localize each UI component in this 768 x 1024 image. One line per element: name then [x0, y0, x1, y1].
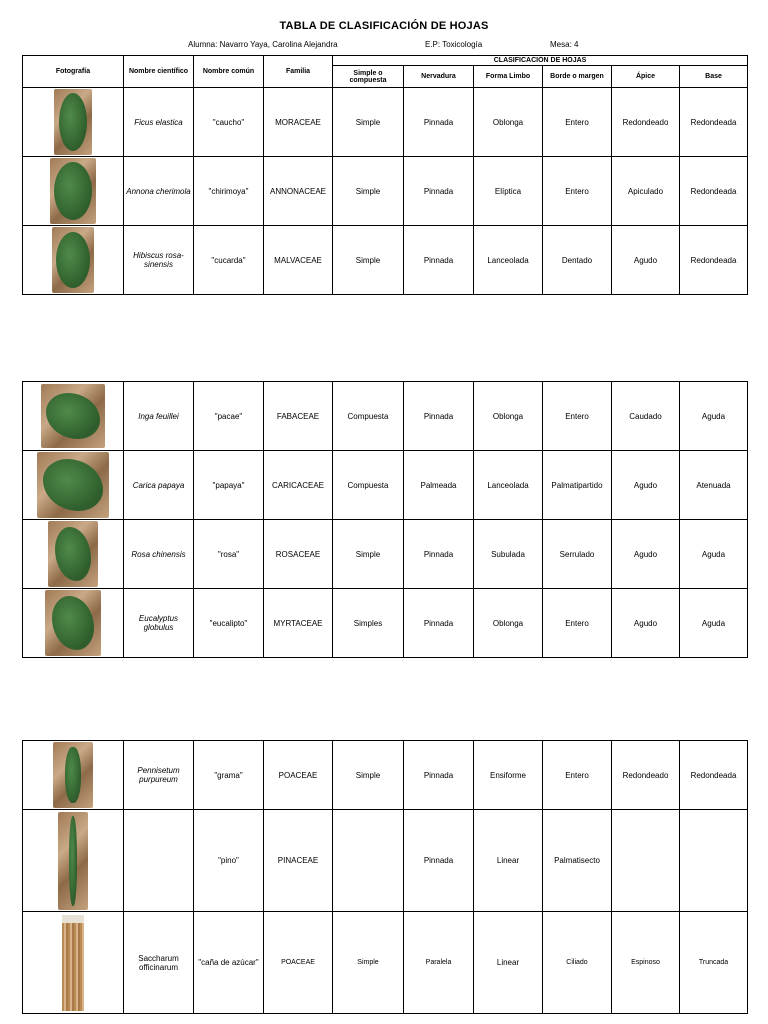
- scientific-name: Eucalyptus globulus: [124, 589, 194, 658]
- table-row: [23, 589, 748, 658]
- common-name: "grama": [194, 741, 264, 810]
- family: CARICACEAE: [264, 451, 333, 520]
- venation: Pinnada: [404, 520, 474, 589]
- base: Redondeada: [680, 157, 748, 226]
- apex: [612, 810, 680, 912]
- base: Redondeada: [680, 226, 748, 295]
- scientific-name: Pennisetum purpureum: [124, 741, 194, 810]
- table-row: [23, 741, 748, 810]
- simple-compound: Simple: [333, 912, 404, 1014]
- family: MYRTACEAE: [264, 589, 333, 658]
- leaf-photo-inga: [23, 382, 124, 451]
- base: Aguda: [680, 589, 748, 658]
- classification-table-1: [22, 55, 748, 295]
- blade-shape: Elíptica: [474, 157, 543, 226]
- simple-compound: Simple: [333, 157, 404, 226]
- base: [680, 810, 748, 912]
- common-name: "caucho": [194, 88, 264, 157]
- simple-compound: [333, 810, 404, 912]
- leaf-photo-rosa: [23, 520, 124, 589]
- table-row: [23, 451, 748, 520]
- apex: Agudo: [612, 589, 680, 658]
- apex: Espinoso: [612, 912, 680, 1014]
- venation: Pinnada: [404, 88, 474, 157]
- table-row: [23, 382, 748, 451]
- apex: Apiculado: [612, 157, 680, 226]
- leaf-photo-papaya: [23, 451, 124, 520]
- venation: Pinnada: [404, 157, 474, 226]
- leaf-photo-saccharum: [23, 912, 124, 1014]
- common-name: "papaya": [194, 451, 264, 520]
- blade-shape: Lanceolada: [474, 226, 543, 295]
- blade-shape: Oblonga: [474, 589, 543, 658]
- venation: Pinnada: [404, 226, 474, 295]
- simple-compound: Compuesta: [333, 382, 404, 451]
- table-row: [23, 88, 748, 157]
- classification-table-2: [22, 381, 748, 658]
- header-blade-shape: Forma Limbo: [474, 66, 543, 88]
- common-name: "rosa": [194, 520, 264, 589]
- simple-compound: Compuesta: [333, 451, 404, 520]
- apex: Agudo: [612, 520, 680, 589]
- header-classification-group: CLASIFICACIÓN DE HOJAS: [333, 56, 748, 66]
- family: FABACEAE: [264, 382, 333, 451]
- leaf-photo-ficus: [23, 88, 124, 157]
- margin: Dentado: [543, 226, 612, 295]
- margin: Entero: [543, 157, 612, 226]
- apex: Redondeado: [612, 741, 680, 810]
- simple-compound: Simple: [333, 741, 404, 810]
- base: Redondeada: [680, 88, 748, 157]
- scientific-name: Inga feuillei: [124, 382, 194, 451]
- family: POACEAE: [264, 741, 333, 810]
- blade-shape: Subulada: [474, 520, 543, 589]
- blade-shape: Oblonga: [474, 382, 543, 451]
- base: Redondeada: [680, 741, 748, 810]
- header-apex: Ápice: [612, 66, 680, 88]
- apex: Redondeado: [612, 88, 680, 157]
- classification-table-3: [22, 740, 748, 1014]
- margin: Palmatipartido: [543, 451, 612, 520]
- table-row: [23, 912, 748, 1014]
- simple-compound: Simple: [333, 88, 404, 157]
- blade-shape: Oblonga: [474, 88, 543, 157]
- scientific-name: [124, 810, 194, 912]
- base: Aguda: [680, 382, 748, 451]
- header-photo: Fotografía: [23, 56, 124, 88]
- simple-compound: Simples: [333, 589, 404, 658]
- margin: Entero: [543, 88, 612, 157]
- scientific-name: Annona cherimola: [124, 157, 194, 226]
- header-common-name: Nombre común: [194, 56, 264, 88]
- common-name: "chirimoya": [194, 157, 264, 226]
- table-row: [23, 810, 748, 912]
- base: Aguda: [680, 520, 748, 589]
- leaf-photo-hibiscus: [23, 226, 124, 295]
- venation: Paralela: [404, 912, 474, 1014]
- scientific-name: Hibiscus rosa-sinensis: [124, 226, 194, 295]
- student-name: Alumna: Navarro Yaya, Carolina Alejandra: [188, 40, 338, 49]
- family: ROSACEAE: [264, 520, 333, 589]
- margin: Entero: [543, 382, 612, 451]
- simple-compound: Simple: [333, 520, 404, 589]
- leaf-photo-pino: [23, 810, 124, 912]
- scientific-name: Carica papaya: [124, 451, 194, 520]
- family: MORACEAE: [264, 88, 333, 157]
- common-name: "pino": [194, 810, 264, 912]
- family: POACEAE: [264, 912, 333, 1014]
- header-simple-compound: Simple o compuesta: [333, 66, 404, 88]
- apex: Caudado: [612, 382, 680, 451]
- apex: Agudo: [612, 226, 680, 295]
- apex: Agudo: [612, 451, 680, 520]
- venation: Pinnada: [404, 382, 474, 451]
- simple-compound: Simple: [333, 226, 404, 295]
- margin: Entero: [543, 741, 612, 810]
- table-row: [23, 157, 748, 226]
- scientific-name: Ficus elastica: [124, 88, 194, 157]
- blade-shape: Ensiforme: [474, 741, 543, 810]
- base: Truncada: [680, 912, 748, 1014]
- blade-shape: Lanceolada: [474, 451, 543, 520]
- base: Atenuada: [680, 451, 748, 520]
- blade-shape: Linear: [474, 810, 543, 912]
- table-number: Mesa: 4: [550, 40, 579, 49]
- margin: Serrulado: [543, 520, 612, 589]
- venation: Palmeada: [404, 451, 474, 520]
- common-name: "cucarda": [194, 226, 264, 295]
- scientific-name: Rosa chinensis: [124, 520, 194, 589]
- margin: Ciliado: [543, 912, 612, 1014]
- document-title: TABLA DE CLASIFICACIÓN DE HOJAS: [279, 20, 489, 32]
- margin: Palmatisecto: [543, 810, 612, 912]
- course-name: E.P: Toxicología: [425, 40, 483, 49]
- scientific-name: Saccharum officinarum: [124, 912, 194, 1014]
- venation: Pinnada: [404, 589, 474, 658]
- header-venation: Nervadura: [404, 66, 474, 88]
- venation: Pinnada: [404, 810, 474, 912]
- family: PINACEAE: [264, 810, 333, 912]
- header-scientific-name: Nombre científico: [124, 56, 194, 88]
- header-family: Familia: [264, 56, 333, 88]
- margin: Entero: [543, 589, 612, 658]
- table-row: [23, 520, 748, 589]
- blade-shape: Linear: [474, 912, 543, 1014]
- common-name: "eucalipto": [194, 589, 264, 658]
- leaf-photo-annona: [23, 157, 124, 226]
- family: ANNONACEAE: [264, 157, 333, 226]
- venation: Pinnada: [404, 741, 474, 810]
- leaf-photo-pennisetum: [23, 741, 124, 810]
- header-base: Base: [680, 66, 748, 88]
- leaf-photo-eucalyptus: [23, 589, 124, 658]
- common-name: "caña de azúcar": [194, 912, 264, 1014]
- family: MALVACEAE: [264, 226, 333, 295]
- common-name: "pacae": [194, 382, 264, 451]
- table-row: [23, 226, 748, 295]
- header-margin: Borde o margen: [543, 66, 612, 88]
